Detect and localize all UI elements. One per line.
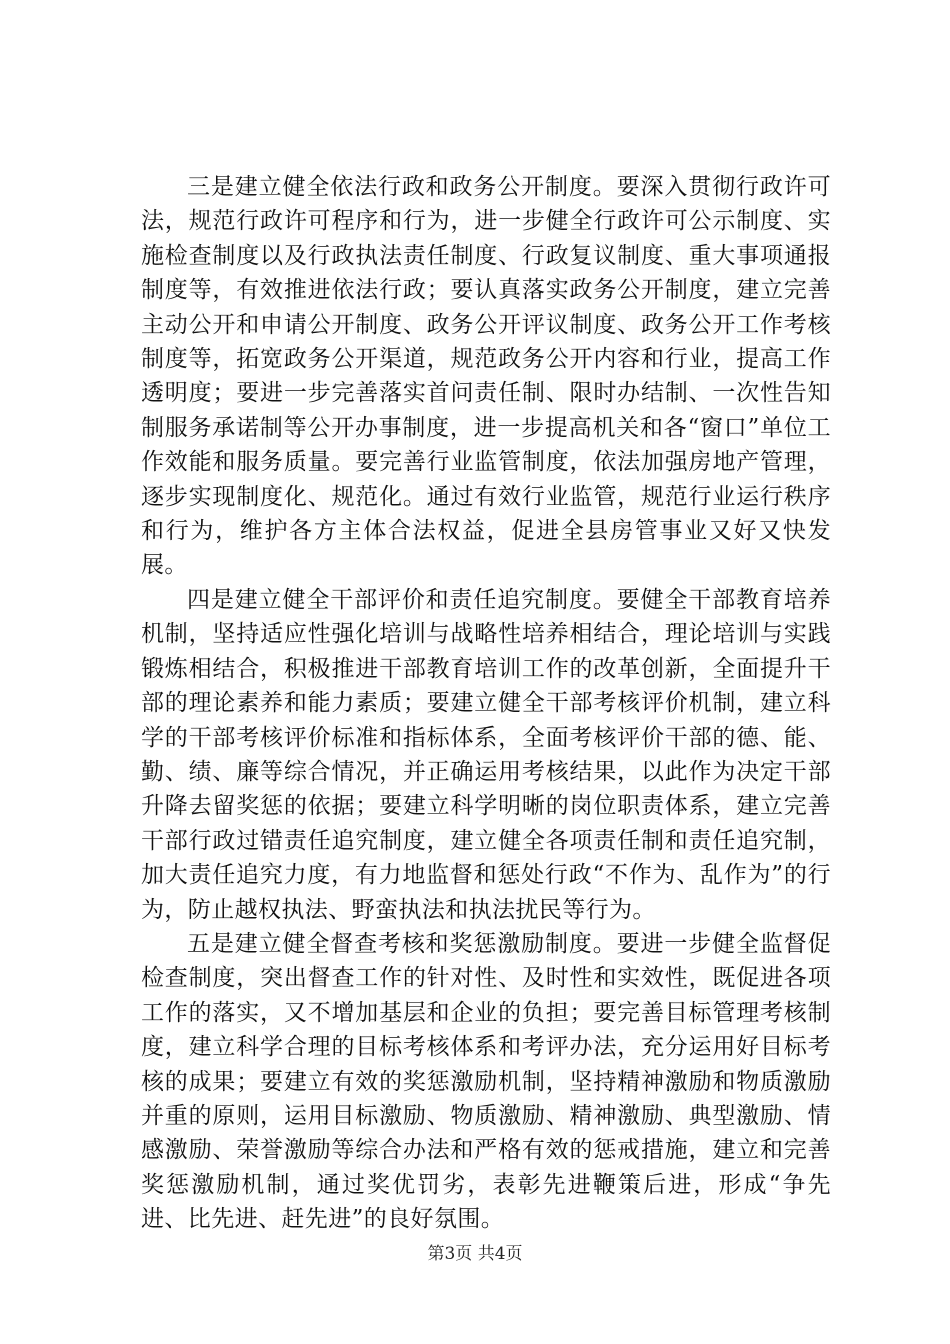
paragraph-administration-openness: 三是建立健全依法行政和政务公开制度。要深入贯彻行政许可法，规范行政许可程序和行为，进一步健全行政许可公示制度、实施检查制度以及行政执法责任制度、行政复议制度、重大事项通报制度等，有效推进依法行政；要认真落实政务公开制度，建立完善主动公开和申请公开制度、政务公开评议制度、政务公开工作考核制度等，拓宽政务公开渠道，规范政务公开内容和行业，提高工作透明度；要进一步完善落实首问责任制、限时办结制、一次性告知制服务承诺制等公开办事制度，进一步提高机关和各“窗口”单位工作效能和服务质量。要完善行业监管制度，依法加强房地产管理，逐步实现制度化、规范化。通过有效行业监管，规范行业运行秩序和行为，维护各方主体合法权益，促进全县房管事业又好又快发展。 bbox=[141, 174, 831, 579]
page-number-footer: 第3页 共4页 bbox=[427, 1244, 523, 1264]
document-body bbox=[141, 170, 831, 1237]
paragraph-supervision-incentives: 五是建立健全督查考核和奖惩激励制度。要进一步健全监督促检查制度，突出督查工作的针对性、及时性和实效性，既促进各项工作的落实，又不增加基层和企业的负担；要完善目标管理考核制度，建立科学合理的目标考核体系和考评办法，充分运用好目标考核的成果；要建立有效的奖惩激励机制，坚持精神激励和物质激励并重的原则，运用目标激励、物质激励、精神激励、典型激励、情感激励、荣誉激励等综合办法和严格有效的惩戒措施，建立和完善奖惩激励机制，通过奖优罚劣，表彰先进鞭策后进，形成“争先进、比先进、赶先进”的良好氛围。 bbox=[141, 930, 831, 1233]
paragraph-cadre-evaluation: 四是建立健全干部评价和责任追究制度。要健全干部教育培养机制，坚持适应性强化培训与战略性培养相结合，理论培训与实践锻炼相结合，积极推进干部教育培训工作的改革创新，全面提升干部的理论素养和能力素质；要建立健全干部考核评价机制，建立科学的干部考核评价标准和指标体系，全面考核评价干部的德、能、勤、绩、廉等综合情况，并正确运用考核结果，以此作为决定干部升降去留奖惩的依据；要建立科学明晰的岗位职责体系，建立完善干部行政过错责任追究制度，建立健全各项责任制和责任追究制，加大责任追究力度，有力地监督和惩处行政“不作为、乱作为”的行为，防止越权执法、野蛮执法和执法扰民等行为。 bbox=[141, 586, 831, 923]
